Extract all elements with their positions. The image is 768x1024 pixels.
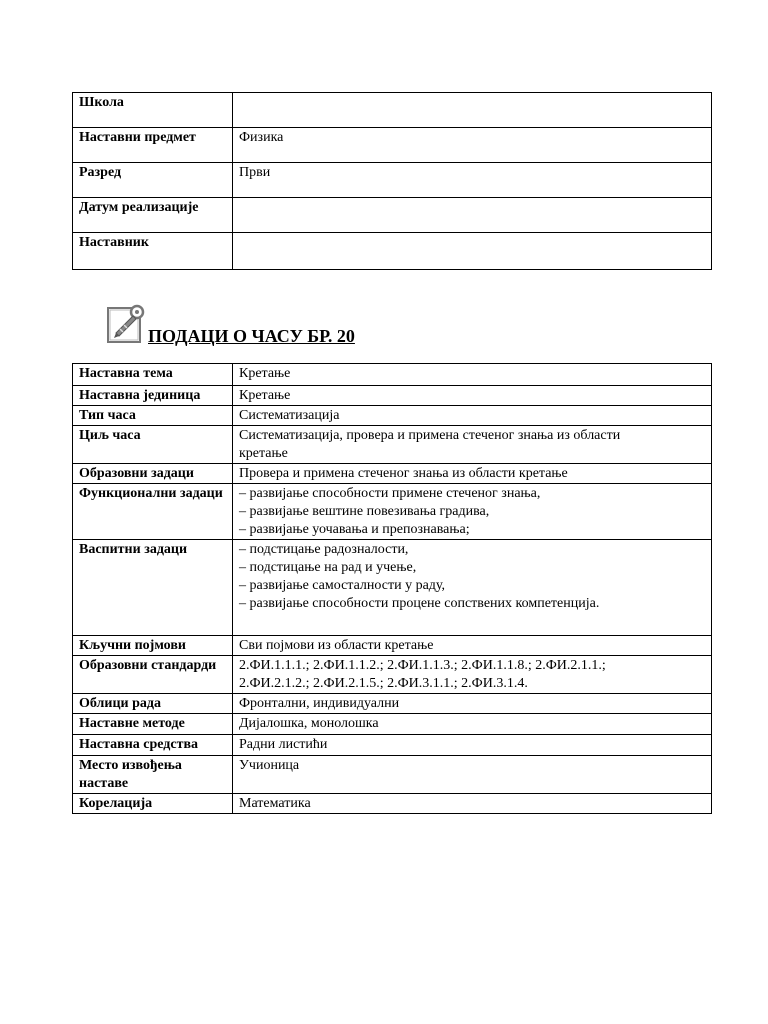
row-value [233,364,712,386]
info-value [233,93,712,128]
info-row-date [73,198,712,233]
value-line: Фронтални, индивидуални [239,696,400,711]
row-value [233,464,712,484]
table-row [73,794,712,814]
general-info-table [72,92,712,270]
row-label: Тип часа [73,406,233,426]
row-label: Место извођења наставе [73,756,233,794]
value-line: Провера и примена стеченог знања из области кретање [239,466,568,481]
row-value [233,656,712,694]
row-label: Наставне методе [73,714,233,735]
value-line: Математика [239,796,311,811]
info-label: Школа [73,93,233,128]
table-row [73,464,712,484]
table-row [73,484,712,540]
info-label: Разред [73,163,233,198]
info-label: Наставник [73,233,233,270]
row-value [233,636,712,656]
value-line: Систематизација, провера и примена стеченог знања из области [239,428,621,443]
row-label: Циљ часа [73,426,233,464]
row-label: Васпитни задаци [73,540,233,636]
row-label: Наставна тема [73,364,233,386]
row-value [233,735,712,756]
row-label: Наставна јединица [73,386,233,406]
table-row [73,735,712,756]
value-line: Кретање [239,388,291,403]
value-line: 2.ФИ.2.1.2.; 2.ФИ.2.1.5.; 2.ФИ.3.1.1.; 2.ФИ.3.1.4. [239,676,528,691]
info-row-school [73,93,712,128]
table-row [73,756,712,794]
table-row [73,694,712,714]
table-row [73,386,712,406]
row-label: Облици рада [73,694,233,714]
row-label: Образовни задаци [73,464,233,484]
row-label: Функционални задаци [73,484,233,540]
info-value [233,198,712,233]
row-value [233,714,712,735]
row-label: Образовни стандарди [73,656,233,694]
value-line: Систематизација [239,408,340,423]
row-label: Кључни појмови [73,636,233,656]
info-label: Датум реализације [73,198,233,233]
value-line: Учионица [239,758,300,773]
info-value: Први [233,163,712,198]
value-line: – развијање уочавања и препознавања; [239,522,470,537]
value-line: – подстицање на рад и учење, [239,560,417,575]
table-row [73,406,712,426]
row-label: Наставна средства [73,735,233,756]
lesson-heading [106,302,355,346]
row-value [233,484,712,540]
info-row-teacher [73,233,712,270]
value-line: – подстицање радозналости, [239,542,409,557]
table-row [73,656,712,694]
value-line: Радни листићи [239,737,328,752]
lesson-title: ПОДАЦИ О ЧАСУ БР. 20 [148,326,355,346]
info-value: Физика [233,128,712,163]
value-line: Дијалошка, монолошка [239,716,379,731]
value-line: – развијање способности процене сопствених компетенција. [239,596,600,611]
row-value [233,756,712,794]
lesson-data-table [72,363,712,814]
row-value [233,794,712,814]
row-value [233,406,712,426]
table-row [73,540,712,636]
info-row-grade [73,163,712,198]
value-line: 2.ФИ.1.1.1.; 2.ФИ.1.1.2.; 2.ФИ.1.1.3.; 2.ФИ.1.1.8.; 2.ФИ.2.1.1.; [239,658,606,673]
row-value [233,540,712,636]
table-row [73,426,712,464]
value-line: кретање [239,446,288,461]
value-line: – развијање самосталности у раду, [239,578,446,593]
pencil-key-icon [106,304,146,346]
table-row [73,636,712,656]
row-value [233,694,712,714]
value-line: – развијање вештине повезивања градива, [239,504,490,519]
row-value [233,386,712,406]
row-label: Корелација [73,794,233,814]
table-row [73,364,712,386]
info-label: Наставни предмет [73,128,233,163]
info-value [233,233,712,270]
row-value [233,426,712,464]
info-row-subject [73,128,712,163]
table-row [73,714,712,735]
value-line: Сви појмови из области кретање [239,638,434,653]
value-line: – развијање способности примене стеченог знања, [239,486,541,501]
value-line: Кретање [239,366,291,381]
